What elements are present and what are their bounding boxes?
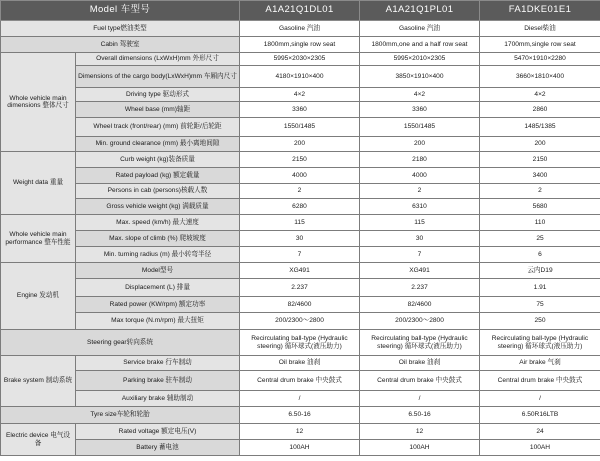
table-cell: 4180×1910×400 bbox=[240, 66, 360, 88]
table-cell: 12 bbox=[360, 424, 480, 440]
table-row bbox=[1, 88, 600, 102]
table-row bbox=[1, 215, 600, 231]
table-cell: 1.91 bbox=[480, 279, 600, 297]
table-cell: 2.237 bbox=[360, 279, 480, 297]
group-main-dimensions: Whole vehicle main dimensions 整体尺寸 bbox=[1, 53, 76, 152]
table-row bbox=[1, 152, 600, 168]
table-cell: 2860 bbox=[480, 102, 600, 118]
table-cell: 1550/1485 bbox=[360, 118, 480, 137]
table-cell: 115 bbox=[240, 215, 360, 231]
row-label-tyre-size: Tyre size车轮和轮胎 bbox=[1, 407, 240, 424]
table-cell: 200 bbox=[480, 137, 600, 152]
table-cell: Central drum brake 中央鼓式 bbox=[240, 371, 360, 391]
table-cell: Air brake 气刹 bbox=[480, 356, 600, 371]
row-label-battery: Battery 蓄电池 bbox=[76, 440, 240, 456]
row-label-displacement: Displacement (L) 排量 bbox=[76, 279, 240, 297]
table-cell: 24 bbox=[480, 424, 600, 440]
table-row bbox=[1, 137, 600, 152]
table-cell: XG491 bbox=[240, 263, 360, 279]
row-label-persons-in-cab: Persons in cab (persons)核载人数 bbox=[76, 184, 240, 199]
table-cell: 3400 bbox=[480, 168, 600, 184]
row-label-max-speed: Max. speed (km/h) 最大速度 bbox=[76, 215, 240, 231]
table-cell: / bbox=[480, 391, 600, 407]
table-cell: 2150 bbox=[480, 152, 600, 168]
table-cell: 7 bbox=[360, 247, 480, 263]
table-cell: 2 bbox=[360, 184, 480, 199]
table-cell: Recirculating ball-type (Hydraulic steering) 循环球式(液压助力) bbox=[480, 330, 600, 356]
table-cell: Gasoline 汽油 bbox=[360, 21, 480, 37]
row-label-auxiliary-brake: Auxiliary brake 辅助制动 bbox=[76, 391, 240, 407]
table-row bbox=[1, 66, 600, 88]
table-cell: 4×2 bbox=[360, 88, 480, 102]
header-row bbox=[1, 1, 600, 21]
table-cell: 5995×2010×2305 bbox=[360, 53, 480, 66]
table-cell: 2 bbox=[240, 184, 360, 199]
row-label-cargo-body: Dimensions of the cargo body(LxWxH)mm 车厢内尺寸 bbox=[76, 66, 240, 88]
table-row bbox=[1, 118, 600, 137]
header-model-3: FA1DKE01E1 bbox=[480, 1, 600, 21]
table-row bbox=[1, 424, 600, 440]
table-row bbox=[1, 231, 600, 247]
table-cell: 100AH bbox=[480, 440, 600, 456]
table-cell: 200 bbox=[360, 137, 480, 152]
table-cell: 4000 bbox=[360, 168, 480, 184]
row-label-ground-clearance: Min. ground clearance (mm) 最小离地间隙 bbox=[76, 137, 240, 152]
table-cell: 6.50-16 bbox=[240, 407, 360, 424]
table-cell: 5680 bbox=[480, 199, 600, 215]
table-cell: / bbox=[240, 391, 360, 407]
table-row bbox=[1, 440, 600, 456]
group-brake-system: Brake system 制动系统 bbox=[1, 356, 76, 407]
table-row bbox=[1, 263, 600, 279]
header-model-label: Model 车型号 bbox=[1, 1, 240, 21]
table-cell: 1485/1385 bbox=[480, 118, 600, 137]
table-cell: 6280 bbox=[240, 199, 360, 215]
table-cell: 2150 bbox=[240, 152, 360, 168]
table-cell: 6 bbox=[480, 247, 600, 263]
row-label-wheel-track: Wheel track (front/rear) (mm) 前轮距/后轮距 bbox=[76, 118, 240, 137]
row-label-gross-weight: Gross vehicle weight (kg) 满载质量 bbox=[76, 199, 240, 215]
row-label-turning-radius: Min. turning radius (m) 最小转弯半径 bbox=[76, 247, 240, 263]
table-row bbox=[1, 391, 600, 407]
table-row bbox=[1, 53, 600, 66]
table-cell: Gasoline 汽油 bbox=[240, 21, 360, 37]
group-engine: Engine 发动机 bbox=[1, 263, 76, 330]
table-cell: 4×2 bbox=[480, 88, 600, 102]
table-cell: 82/4600 bbox=[360, 297, 480, 313]
table-cell: 30 bbox=[240, 231, 360, 247]
row-label-engine-model: Model型号 bbox=[76, 263, 240, 279]
row-label-wheel-base: Wheel base (mm)轴距 bbox=[76, 102, 240, 118]
table-row bbox=[1, 21, 600, 37]
table-cell: 2.237 bbox=[240, 279, 360, 297]
table-cell: Recirculating ball-type (Hydraulic steering) 循环球式(液压助力) bbox=[240, 330, 360, 356]
table-cell: 250 bbox=[480, 313, 600, 330]
row-label-overall-dimensions: Overall dimensions (LxWxH)mm 外形尺寸 bbox=[76, 53, 240, 66]
table-cell: 100AH bbox=[240, 440, 360, 456]
table-cell: 3360 bbox=[360, 102, 480, 118]
table-row bbox=[1, 102, 600, 118]
row-label-rated-power: Rated power (KW/rpm) 额定功率 bbox=[76, 297, 240, 313]
table-row bbox=[1, 297, 600, 313]
table-row bbox=[1, 199, 600, 215]
table-cell: 7 bbox=[240, 247, 360, 263]
table-cell: Oil brake 油刹 bbox=[240, 356, 360, 371]
row-label-max-slope: Max. slope of climb (%) 爬坡坡度 bbox=[76, 231, 240, 247]
row-label-driving-type: Driving type 驱动形式 bbox=[76, 88, 240, 102]
header-model-1: A1A21Q1DL01 bbox=[240, 1, 360, 21]
group-weight-data: Weight data 重量 bbox=[1, 152, 76, 215]
table-cell: Diesel柴油 bbox=[480, 21, 600, 37]
table-cell: 82/4600 bbox=[240, 297, 360, 313]
row-label-cabin: Cabin 驾驶室 bbox=[1, 37, 240, 53]
table-row bbox=[1, 279, 600, 297]
row-label-fuel-type: Fuel type燃油类型 bbox=[1, 21, 240, 37]
table-cell: 110 bbox=[480, 215, 600, 231]
table-cell: 1700mm,single row seat bbox=[480, 37, 600, 53]
row-label-rated-voltage: Rated voltage 额定电压(V) bbox=[76, 424, 240, 440]
table-row bbox=[1, 356, 600, 371]
group-electric-device: Electric device 电气设备 bbox=[1, 424, 76, 456]
header-model-2: A1A21Q1PL01 bbox=[360, 1, 480, 21]
table-row bbox=[1, 407, 600, 424]
table-cell: 25 bbox=[480, 231, 600, 247]
table-cell: 1800mm,single row seat bbox=[240, 37, 360, 53]
table-row bbox=[1, 247, 600, 263]
table-cell: 云内D19 bbox=[480, 263, 600, 279]
table-cell: 2 bbox=[480, 184, 600, 199]
table-cell: 6310 bbox=[360, 199, 480, 215]
table-cell: XG491 bbox=[360, 263, 480, 279]
table-cell: Oil brake 油刹 bbox=[360, 356, 480, 371]
table-cell: 3360 bbox=[240, 102, 360, 118]
table-cell: 6.50R16LTB bbox=[480, 407, 600, 424]
table-cell: 3660×1810×400 bbox=[480, 66, 600, 88]
table-cell: / bbox=[360, 391, 480, 407]
table-cell: 200/2300～2800 bbox=[360, 313, 480, 330]
table-cell: 2180 bbox=[360, 152, 480, 168]
table-cell: 5470×1910×2280 bbox=[480, 53, 600, 66]
table-cell: 4×2 bbox=[240, 88, 360, 102]
table-cell: 200/2300～2800 bbox=[240, 313, 360, 330]
table-cell: 12 bbox=[240, 424, 360, 440]
table-cell: Recirculating ball-type (Hydraulic steering) 循环球式(液压助力) bbox=[360, 330, 480, 356]
table-cell: Central drum brake 中央鼓式 bbox=[360, 371, 480, 391]
table-row bbox=[1, 313, 600, 330]
table-row bbox=[1, 184, 600, 199]
table-cell: 75 bbox=[480, 297, 600, 313]
table-row bbox=[1, 168, 600, 184]
table-cell: 3850×1910×400 bbox=[360, 66, 480, 88]
row-label-parking-brake: Parking brake 驻车制动 bbox=[76, 371, 240, 391]
table-cell: 100AH bbox=[360, 440, 480, 456]
table-cell: Central drum brake 中央鼓式 bbox=[480, 371, 600, 391]
row-label-curb-weight: Curb weight (kg)装备质量 bbox=[76, 152, 240, 168]
row-label-service-brake: Service brake 行车制动 bbox=[76, 356, 240, 371]
table-cell: 6.50-16 bbox=[360, 407, 480, 424]
table-cell: 5995×2030×2305 bbox=[240, 53, 360, 66]
table-cell: 30 bbox=[360, 231, 480, 247]
table-row bbox=[1, 330, 600, 356]
table-cell: 4000 bbox=[240, 168, 360, 184]
row-label-max-torque: Max torque (N.m/rpm) 最大扭矩 bbox=[76, 313, 240, 330]
table-cell: 115 bbox=[360, 215, 480, 231]
row-label-steering-gear: Steering gear转向系统 bbox=[1, 330, 240, 356]
table-row bbox=[1, 37, 600, 53]
row-label-rated-payload: Rated payload (kg) 额定载量 bbox=[76, 168, 240, 184]
group-performance: Whole vehicle main performance 整车性能 bbox=[1, 215, 76, 263]
table-cell: 1800mm,one and a half row seat bbox=[360, 37, 480, 53]
table-cell: 1550/1485 bbox=[240, 118, 360, 137]
table-cell: 200 bbox=[240, 137, 360, 152]
table-row bbox=[1, 371, 600, 391]
